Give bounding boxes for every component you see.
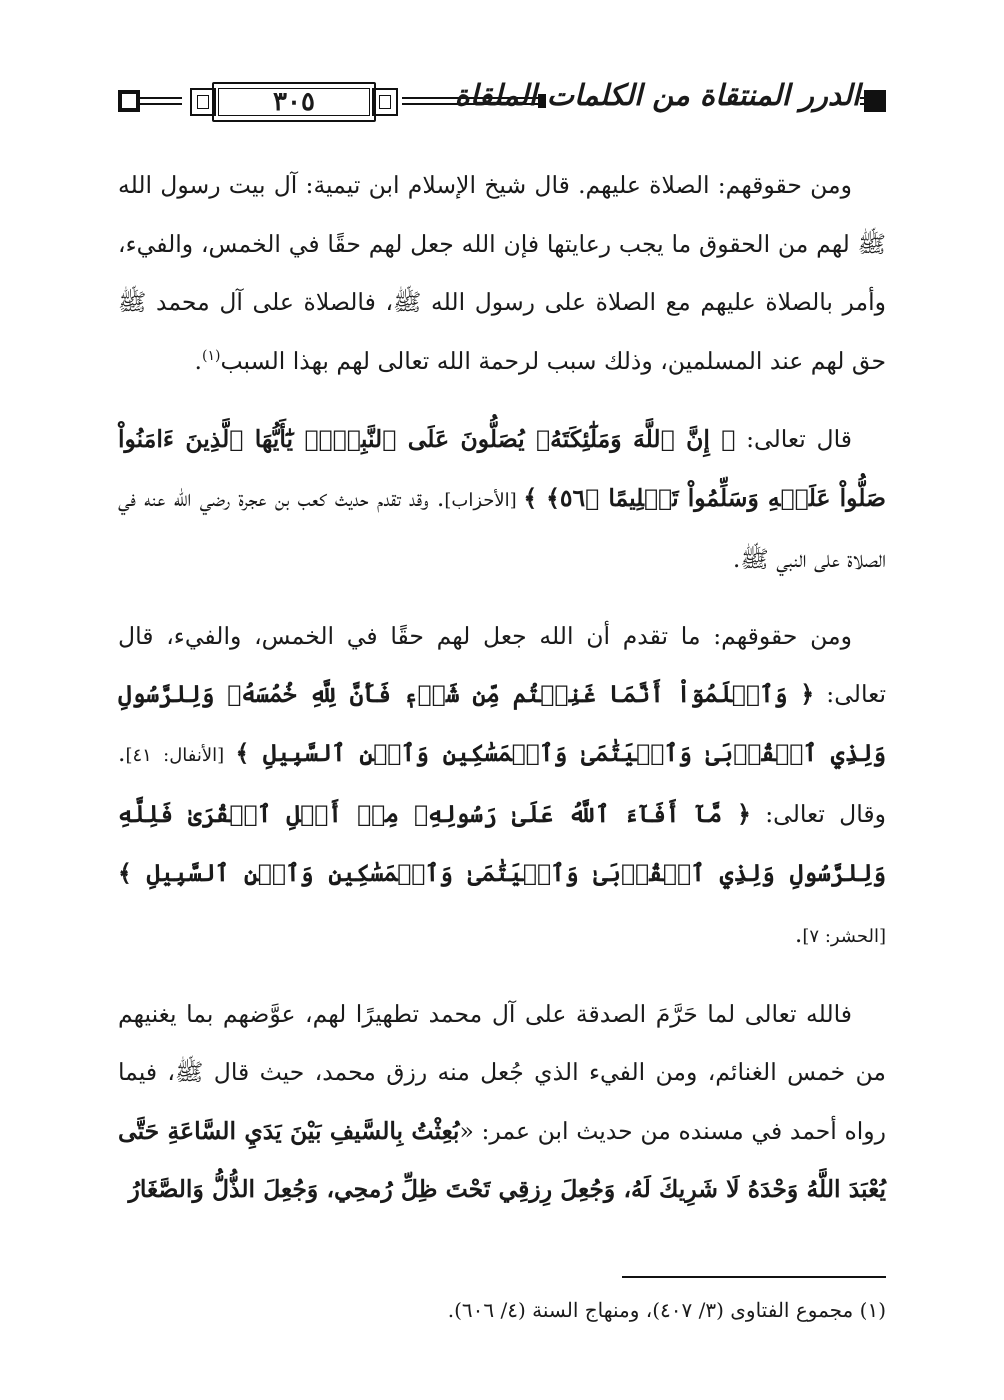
footnote: (١) مجموع الفتاوى (٣/ ٤٠٧)، ومنهاج السنة (٤/ ٦٠٦). [447, 1298, 886, 1322]
header-ornament-square-right [864, 90, 886, 112]
paragraph-gap [118, 390, 886, 410]
paragraph-quran-ahzab [118, 410, 886, 589]
quran-verse: ﴿ إِنَّ ٱللَّهَ وَمَلَٰٓئِكَتَهُۥ يُصَلُّونَ عَلَى ٱلنَّبِيِّۚ يَٰٓأَيُّهَا ٱلَّذِينَ ءَامَنُواْ صَلُّواْ عَلَيۡهِ وَسَلِّمُواْ تَسۡلِيمًا ﴿٥٦﴾ ﴾ [118, 425, 886, 512]
paragraph-gap [118, 589, 886, 607]
paragraph-rights-khums [118, 607, 886, 967]
quran-verse-anfal: ﴿ وَٱعۡلَمُوٓاْ أَنَّمَا غَنِمۡتُم مِّن شَيۡءٖ فَأَنَّ لِلَّهِ خُمُسَهُۥ وَلِلرَّسُولِ وَلِذِي ٱلۡقُرۡبَىٰ وَٱلۡيَتَٰمَىٰ وَٱلۡمَسَٰكِينِ وَٱبۡنِ ٱلسَّبِيلِ ﴾ [118, 680, 886, 767]
header-ornament-square-left [118, 90, 140, 112]
paragraph-tail: . وقد تقدم حديث كعب بن عجرة رضي الله عنه في الصلاة على النبي ﷺ. [118, 483, 886, 573]
footnote-reference: (١) [201, 347, 221, 364]
quran-verse-hashr: ﴿ مَّآ أَفَآءَ ٱللَّهُ عَلَىٰ رَسُولِهِۦ مِنۡ أَهۡلِ ٱلۡقُرَىٰ فَلِلَّهِ وَلِلرَّسُولِ وَلِذِي ٱلۡقُرۡبَىٰ وَٱلۡيَتَٰمَىٰ وَٱلۡمَسَٰكِينِ وَٱبۡنِ ٱلسَّبِيلِ ﴾ [118, 800, 886, 887]
paragraph-mid: . وقال تعالى: [118, 738, 886, 828]
paragraph-rights-prayer [118, 156, 886, 390]
paragraph-lead: ومن حقوقهم: ما تقدم أن الله جعل لهم حقًا في الخمس، والفيء، قال تعالى: [118, 621, 886, 708]
footnote-separator [622, 1276, 886, 1278]
hadith-text: بُعِثْتُ بِالسَّيفِ بَيْنَ يَدَيِ السَّاعَةِ حَتَّى يُعْبَدَ اللَّهُ وَحْدَهُ لَا شَرِيكَ لَهُ، وَجُعِلَ رِزقِي تَحْتَ ظِلِّ رُمحِي، وَجُعِلَ الذُّلُّ وَالصَّغَارُ [118, 1116, 886, 1203]
paragraph-end: . [794, 920, 803, 948]
page-number: ٣٠٥ [273, 87, 315, 117]
page-header [118, 80, 886, 124]
paragraph-gap [118, 967, 886, 985]
page-number-frame [190, 82, 398, 122]
verse-source-anfal: [الأنفال: ٤١] [125, 744, 236, 766]
paragraph-text: ومن حقوقهم: الصلاة عليهم. قال شيخ الإسلام ابن تيمية: آل بيت رسول الله ﷺ لهم من الحقوق ما يجب رعايتها فإن الله جعل لهم حقًا في الخمس، والفيء، وأمر بالصلاة عليهم مع الصلاة على رسول الله ﷺ، فالصلاة على آل محمد ﷺ حق لهم عند المسلمين، وذلك سبب لرحمة الله تعالى لهم بهذا السبب [118, 171, 886, 375]
verse-source: [الأحزاب] [444, 489, 524, 511]
paragraph-end: . [194, 346, 202, 375]
paragraph-sadaqa [118, 985, 886, 1219]
page-body [118, 156, 886, 1219]
paragraph-lead: فالله تعالى لما حَرَّمَ الصدقة على آل محمد تطهيرًا لهم، عوَّضهم بما يغنيهم من خمس الغنائم، ومن الفيء الذي جُعل منه رزق محمد، حيث قال ﷺ، فيما رواه أحمد في مسنده من حديث ابن عمر: « [118, 999, 887, 1145]
verse-source-hashr: [الحشر: ٧] [802, 926, 886, 947]
header-rule-left [140, 97, 182, 105]
paragraph-lead: قال تعالى: [735, 425, 852, 453]
book-title: الدرر المنتقاة من الكلمات الملقاة [454, 78, 860, 112]
